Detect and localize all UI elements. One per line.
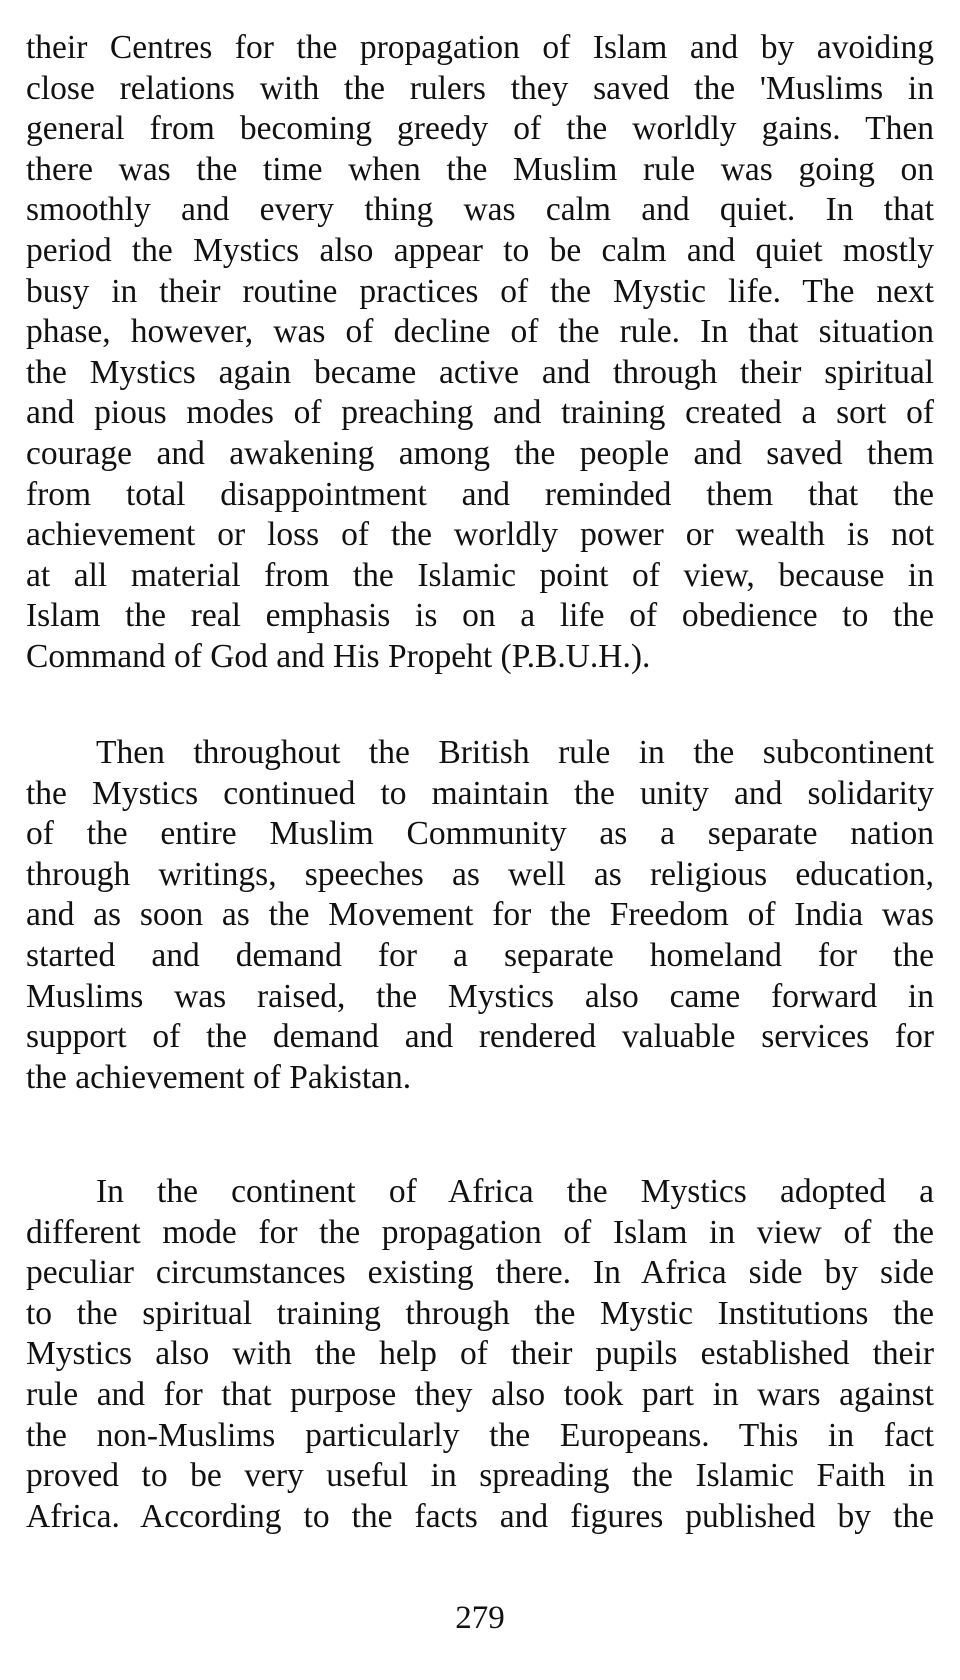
text-line: and as soon as the Movement for the Freedom of India was bbox=[26, 896, 934, 934]
text-line: achievement or loss of the worldly power or wealth is not bbox=[26, 516, 934, 554]
text-line: phase, however, was of decline of the rule. In that situation bbox=[26, 313, 934, 351]
text-line: Command of God and His Propeht (P.B.U.H.). bbox=[26, 637, 651, 675]
text-line: Then throughout the British rule in the subcontinent bbox=[96, 734, 934, 771]
text-line: period the Mystics also appear to be calm and quiet mostly bbox=[26, 231, 934, 269]
text-line: Muslims was raised, the Mystics also came forward in bbox=[26, 977, 934, 1015]
text-line: to the spiritual training through the Mystic Institutions the bbox=[26, 1294, 934, 1332]
text-line: the Mystics again became active and through their spiritual bbox=[26, 353, 934, 391]
text-line: different mode for the propagation of Islam in view of the bbox=[26, 1213, 934, 1251]
text-line: In the continent of Africa the Mystics adopted a bbox=[96, 1173, 934, 1210]
text-line: peculiar circumstances existing there. In Africa side by side bbox=[26, 1254, 934, 1292]
text-line: Mystics also with the help of their pupils established their bbox=[26, 1335, 934, 1373]
text-line: started and demand for a separate homeland for the bbox=[26, 936, 934, 974]
paragraph-3 bbox=[26, 1172, 934, 1537]
text-line: their Centres for the propagation of Islam and by avoiding bbox=[26, 29, 934, 66]
text-line: from total disappointment and reminded them that the bbox=[26, 475, 934, 513]
text-line: proved to be very useful in spreading the Islamic Faith in bbox=[26, 1457, 935, 1495]
page-number: 279 bbox=[455, 1600, 505, 1636]
text-line: there was the time when the Muslim rule was going on bbox=[26, 150, 934, 188]
text-line: the non-Muslims particularly the Europeans. This in fact bbox=[26, 1416, 934, 1454]
paragraph-1 bbox=[26, 28, 934, 678]
text-line: and pious modes of preaching and training created a sort of bbox=[26, 394, 934, 432]
text-line: rule and for that purpose they also took part in wars against bbox=[26, 1375, 934, 1413]
text-line: the Mystics continued to maintain the unity and solidarity bbox=[26, 774, 934, 812]
text-line: Islam the real emphasis is on a life of obedience to the bbox=[26, 597, 934, 635]
text-line: close relations with the rulers they saved the 'Muslims in bbox=[26, 69, 934, 107]
text-line: through writings, speeches as well as religious education, bbox=[26, 855, 934, 893]
text-line: courage and awakening among the people and saved them bbox=[26, 434, 935, 472]
text-line: Africa. According to the facts and figures published by the bbox=[26, 1497, 934, 1535]
text-line: busy in their routine practices of the Mystic life. The next bbox=[26, 272, 934, 310]
text-line: support of the demand and rendered valuable services for bbox=[26, 1018, 934, 1056]
text-line: at all material from the Islamic point of view, because in bbox=[26, 556, 934, 594]
paragraph-2 bbox=[26, 733, 934, 1098]
text-line: the achievement of Pakistan. bbox=[26, 1058, 412, 1096]
text-line: of the entire Muslim Community as a separate nation bbox=[26, 815, 934, 853]
text-line: smoothly and every thing was calm and quiet. In that bbox=[26, 191, 934, 229]
text-line: general from becoming greedy of the worldly gains. Then bbox=[26, 110, 934, 148]
